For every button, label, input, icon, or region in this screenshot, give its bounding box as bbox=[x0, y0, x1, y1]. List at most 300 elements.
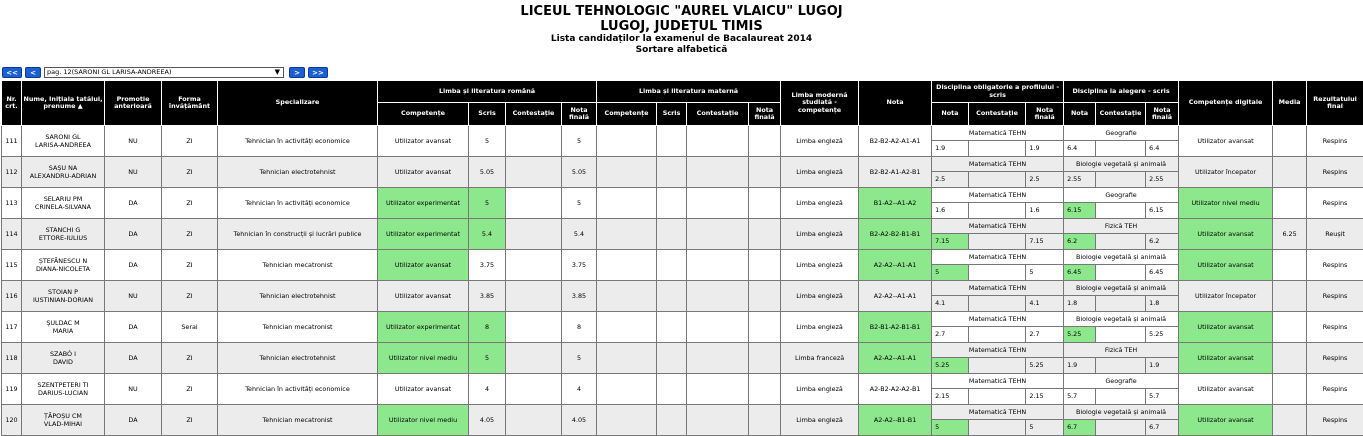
mat-competente-value bbox=[597, 126, 657, 157]
ob-subject: Matematică TEHN bbox=[932, 281, 1063, 296]
ro-competente-value: Utilizator avansat bbox=[378, 126, 469, 157]
rezultat-value: Respins bbox=[1307, 157, 1363, 188]
promotie-value: NU bbox=[105, 157, 162, 188]
al-subject: Fizică TEH bbox=[1064, 343, 1178, 358]
ro-competente-value: Utilizator avansat bbox=[378, 250, 469, 281]
ob-subject: Matematică TEHN bbox=[932, 312, 1063, 327]
rezultat-value: Respins bbox=[1307, 343, 1363, 374]
candidate-name-line1: STANCHI G bbox=[46, 226, 81, 234]
mat-nota-finala-value bbox=[749, 188, 781, 219]
col-specializare: Specializare bbox=[218, 81, 378, 126]
promotie-value: NU bbox=[105, 374, 162, 405]
col-limba-moderna: Limba modernă studiată - competențe bbox=[781, 81, 859, 126]
mat-competente-value bbox=[597, 312, 657, 343]
promotie-value: DA bbox=[105, 250, 162, 281]
ob-subject: Matematică TEHN bbox=[932, 219, 1063, 234]
row-nr: 118 bbox=[2, 343, 22, 374]
ob-contestatie bbox=[969, 234, 1027, 249]
candidate-name-line1: ȘULDAC M bbox=[46, 319, 79, 327]
ob-nota-finala: 1.9 bbox=[1026, 141, 1063, 156]
ob-contestatie bbox=[969, 141, 1027, 156]
candidate-name-line2: ALEXANDRU-ADRIAN bbox=[30, 172, 96, 180]
mat-competente-value bbox=[597, 343, 657, 374]
mat-contestatie-value bbox=[687, 374, 749, 405]
row-nr: 113 bbox=[2, 188, 22, 219]
col-ob-contestatie: Contestație bbox=[969, 103, 1027, 125]
media-value bbox=[1273, 250, 1307, 281]
ro-nota-finala-value: 5.4 bbox=[562, 219, 597, 250]
candidate-name-line2: LARISA-ANDREEA bbox=[35, 141, 91, 149]
limba-moderna-value: Limba engleză bbox=[781, 188, 859, 219]
ro-scris-value: 4 bbox=[469, 374, 506, 405]
al-nota: 1.8 bbox=[1064, 296, 1096, 311]
ro-scris-value: 5 bbox=[469, 126, 506, 157]
al-cell bbox=[1064, 126, 1179, 157]
rezultat-value: Respins bbox=[1307, 374, 1363, 405]
ro-nota-finala-value: 5 bbox=[562, 188, 597, 219]
mat-contestatie-value bbox=[687, 312, 749, 343]
al-contestatie bbox=[1096, 389, 1146, 404]
ob-cell bbox=[932, 157, 1064, 188]
col-group-alegere: Disciplina la alegere - scris bbox=[1064, 81, 1179, 103]
mat-nota-finala-value bbox=[749, 126, 781, 157]
mat-contestatie-value bbox=[687, 157, 749, 188]
media-value bbox=[1273, 312, 1307, 343]
ro-contestatie-value bbox=[506, 157, 562, 188]
forma-value: ZI bbox=[162, 157, 218, 188]
media-value bbox=[1273, 374, 1307, 405]
al-cell bbox=[1064, 374, 1179, 405]
candidate-name-line2: DIANA-NICOLETA bbox=[36, 265, 90, 273]
ro-competente-value: Utilizator experimentat bbox=[378, 219, 469, 250]
ob-subject: Matematică TEHN bbox=[932, 405, 1063, 420]
candidate-name bbox=[22, 188, 105, 219]
candidate-name bbox=[22, 405, 105, 436]
ob-subject: Matematică TEHN bbox=[932, 250, 1063, 265]
media-value bbox=[1273, 343, 1307, 374]
col-al-contestatie: Contestație bbox=[1096, 103, 1146, 125]
ro-contestatie-value bbox=[506, 250, 562, 281]
forma-value: ZI bbox=[162, 405, 218, 436]
al-nota: 6.45 bbox=[1064, 265, 1096, 280]
ob-nota-finala: 2.7 bbox=[1026, 327, 1063, 342]
table-row bbox=[2, 405, 1363, 436]
mat-competente-value bbox=[597, 281, 657, 312]
al-nota: 6.2 bbox=[1064, 234, 1096, 249]
col-ro-competente: Competențe bbox=[378, 103, 469, 126]
nota-value: A2-A2--A1-A1 bbox=[859, 281, 932, 312]
digitale-value: Utilizator avansat bbox=[1179, 374, 1273, 405]
limba-moderna-value: Limba engleză bbox=[781, 126, 859, 157]
al-nota-finala: 5.25 bbox=[1146, 327, 1178, 342]
candidate-name-line1: SAȘU NA bbox=[49, 164, 77, 172]
table-row bbox=[2, 250, 1363, 281]
mat-nota-finala-value bbox=[749, 250, 781, 281]
mat-scris-value bbox=[657, 374, 687, 405]
rezultat-value: Respins bbox=[1307, 126, 1363, 157]
candidate-name-line2: CRINELA-SILVANA bbox=[35, 203, 91, 211]
ob-nota-finala: 7.15 bbox=[1026, 234, 1063, 249]
ob-cell bbox=[932, 343, 1064, 374]
specializare-value: Tehnician în activități economice bbox=[218, 188, 378, 219]
specializare-value: Tehnician în construcții și lucrări publice bbox=[218, 219, 378, 250]
promotie-value: DA bbox=[105, 219, 162, 250]
mat-scris-value bbox=[657, 250, 687, 281]
first-page-button[interactable]: << bbox=[2, 67, 22, 78]
al-subject: Biologie vegetală și animală bbox=[1064, 250, 1178, 265]
nota-value: B2-B2-A1-A2-B1 bbox=[859, 157, 932, 188]
al-nota-finala: 6.7 bbox=[1146, 420, 1178, 435]
promotie-value: DA bbox=[105, 343, 162, 374]
ro-competente-value: Utilizator nivel mediu bbox=[378, 343, 469, 374]
al-cell bbox=[1064, 188, 1179, 219]
al-nota-finala: 2.55 bbox=[1146, 172, 1178, 187]
row-nr: 112 bbox=[2, 157, 22, 188]
col-ro-scris: Scris bbox=[469, 103, 506, 126]
specializare-value: Tehnician electrotehnist bbox=[218, 281, 378, 312]
promotie-value: DA bbox=[105, 188, 162, 219]
col-group-romana: Limba și literatura română bbox=[378, 81, 597, 103]
al-contestatie bbox=[1096, 141, 1146, 156]
promotie-value: NU bbox=[105, 281, 162, 312]
promotie-value: NU bbox=[105, 126, 162, 157]
forma-value: ZI bbox=[162, 188, 218, 219]
ro-contestatie-value bbox=[506, 312, 562, 343]
mat-contestatie-value bbox=[687, 281, 749, 312]
mat-competente-value bbox=[597, 405, 657, 436]
mat-nota-finala-value bbox=[749, 312, 781, 343]
mat-scris-value bbox=[657, 343, 687, 374]
digitale-value: Utilizator avansat bbox=[1179, 250, 1273, 281]
list-subtitle: Lista candidaților la examenul de Bacalaureat 2014 bbox=[0, 34, 1363, 45]
row-nr: 115 bbox=[2, 250, 22, 281]
mat-competente-value bbox=[597, 374, 657, 405]
ro-competente-value: Utilizator experimentat bbox=[378, 188, 469, 219]
al-nota: 6.4 bbox=[1064, 141, 1096, 156]
limba-moderna-value: Limba engleză bbox=[781, 250, 859, 281]
promotie-value: DA bbox=[105, 405, 162, 436]
row-nr: 114 bbox=[2, 219, 22, 250]
ob-nota: 7.15 bbox=[932, 234, 969, 249]
media-value bbox=[1273, 157, 1307, 188]
col-name[interactable]: Nume, Inițiala tatălui, prenume ▲ bbox=[22, 81, 105, 126]
ro-scris-value: 3.75 bbox=[469, 250, 506, 281]
mat-scris-value bbox=[657, 312, 687, 343]
ob-nota: 4.1 bbox=[932, 296, 969, 311]
ro-scris-value: 4.05 bbox=[469, 405, 506, 436]
col-ro-nota-finala: Nota finală bbox=[562, 103, 597, 126]
forma-value: Serai bbox=[162, 312, 218, 343]
digitale-value: Utilizator nivel mediu bbox=[1179, 188, 1273, 219]
mat-competente-value bbox=[597, 219, 657, 250]
rezultat-value: Respins bbox=[1307, 281, 1363, 312]
page-select[interactable] bbox=[44, 67, 284, 78]
ob-subject: Matematică TEHN bbox=[932, 126, 1063, 141]
limba-moderna-value: Limba franceză bbox=[781, 343, 859, 374]
ob-nota: 2.7 bbox=[932, 327, 969, 342]
digitale-value: Utilizator avansat bbox=[1179, 405, 1273, 436]
al-nota: 5.25 bbox=[1064, 327, 1096, 342]
table-row bbox=[2, 281, 1363, 312]
chevron-down-icon: ▼ bbox=[275, 68, 280, 77]
digitale-value: Utilizator începator bbox=[1179, 281, 1273, 312]
col-al-nota-finala: Nota finală bbox=[1146, 103, 1178, 125]
col-al-subheaders bbox=[1064, 103, 1179, 126]
ob-contestatie bbox=[969, 203, 1027, 218]
mat-scris-value bbox=[657, 405, 687, 436]
ob-contestatie bbox=[969, 172, 1027, 187]
al-nota-finala: 6.45 bbox=[1146, 265, 1178, 280]
nota-value: A2-A2--A1-A1 bbox=[859, 250, 932, 281]
col-mat-contestatie: Contestație bbox=[687, 103, 749, 126]
ro-scris-value: 5 bbox=[469, 188, 506, 219]
ro-nota-finala-value: 5 bbox=[562, 126, 597, 157]
table-body bbox=[2, 126, 1363, 436]
col-mat-scris: Scris bbox=[657, 103, 687, 126]
candidate-name-line2: IUSTINIAN-DORIAN bbox=[33, 296, 93, 304]
table-row bbox=[2, 374, 1363, 405]
mat-contestatie-value bbox=[687, 405, 749, 436]
al-contestatie bbox=[1096, 420, 1146, 435]
ob-nota: 5 bbox=[932, 265, 969, 280]
digitale-value: Utilizator avansat bbox=[1179, 343, 1273, 374]
ob-nota: 2.5 bbox=[932, 172, 969, 187]
al-cell bbox=[1064, 281, 1179, 312]
col-forma: Forma învățământ bbox=[162, 81, 218, 126]
candidate-name-line1: SELARIU PM bbox=[44, 195, 83, 203]
al-cell bbox=[1064, 343, 1179, 374]
rezultat-value: Reușit bbox=[1307, 219, 1363, 250]
forma-value: ZI bbox=[162, 343, 218, 374]
al-nota-finala: 1.9 bbox=[1146, 358, 1178, 373]
ro-scris-value: 8 bbox=[469, 312, 506, 343]
limba-moderna-value: Limba engleză bbox=[781, 374, 859, 405]
col-mat-nota-finala: Nota finală bbox=[749, 103, 781, 126]
table-row bbox=[2, 312, 1363, 343]
al-nota: 6.7 bbox=[1064, 420, 1096, 435]
al-subject: Biologie vegetală și animală bbox=[1064, 312, 1178, 327]
specializare-value: Tehnician electrotehnist bbox=[218, 157, 378, 188]
mat-nota-finala-value bbox=[749, 405, 781, 436]
ro-nota-finala-value: 8 bbox=[562, 312, 597, 343]
mat-contestatie-value bbox=[687, 250, 749, 281]
ro-scris-value: 3.85 bbox=[469, 281, 506, 312]
nota-value: B2-B2-A2-A1-A1 bbox=[859, 126, 932, 157]
ob-subject: Matematică TEHN bbox=[932, 188, 1063, 203]
al-subject: Biologie vegetală și animală bbox=[1064, 157, 1178, 172]
mat-contestatie-value bbox=[687, 126, 749, 157]
ro-contestatie-value bbox=[506, 374, 562, 405]
specializare-value: Tehnician în activități economice bbox=[218, 126, 378, 157]
candidate-name-line1: STOIAN P bbox=[48, 288, 78, 296]
col-nr: Nr. crt. bbox=[2, 81, 22, 126]
ro-nota-finala-value: 5.05 bbox=[562, 157, 597, 188]
ro-scris-value: 5.4 bbox=[469, 219, 506, 250]
media-value bbox=[1273, 405, 1307, 436]
promotie-value: DA bbox=[105, 312, 162, 343]
col-group-obligatorie: Disciplina obligatorie a profilului - scris bbox=[932, 81, 1064, 103]
ob-subject: Matematică TEHN bbox=[932, 157, 1063, 172]
mat-contestatie-value bbox=[687, 343, 749, 374]
mat-nota-finala-value bbox=[749, 219, 781, 250]
school-location: LUGOJ, JUDEȚUL TIMIS bbox=[0, 19, 1363, 34]
digitale-value: Utilizator începator bbox=[1179, 157, 1273, 188]
ob-contestatie bbox=[969, 358, 1027, 373]
mat-contestatie-value bbox=[687, 188, 749, 219]
ob-cell bbox=[932, 188, 1064, 219]
ob-cell bbox=[932, 250, 1064, 281]
nota-value: B2-A2-B2-B1-B1 bbox=[859, 219, 932, 250]
specializare-value: Tehnician în activități economice bbox=[218, 374, 378, 405]
mat-competente-value bbox=[597, 157, 657, 188]
row-nr: 111 bbox=[2, 126, 22, 157]
rezultat-value: Respins bbox=[1307, 405, 1363, 436]
al-contestatie bbox=[1096, 203, 1146, 218]
ob-nota: 1.9 bbox=[932, 141, 969, 156]
table-row bbox=[2, 157, 1363, 188]
ob-nota-finala: 2.15 bbox=[1026, 389, 1063, 404]
al-subject: Geografie bbox=[1064, 126, 1178, 141]
ro-nota-finala-value: 3.85 bbox=[562, 281, 597, 312]
ob-subject: Matematică TEHN bbox=[932, 374, 1063, 389]
ob-contestatie bbox=[969, 296, 1027, 311]
rezultat-value: Respins bbox=[1307, 312, 1363, 343]
al-cell bbox=[1064, 312, 1179, 343]
forma-value: ZI bbox=[162, 219, 218, 250]
al-contestatie bbox=[1096, 172, 1146, 187]
table-row bbox=[2, 126, 1363, 157]
col-rezultat: Rezultatului final bbox=[1307, 81, 1363, 126]
specializare-value: Tehnician mecatronist bbox=[218, 250, 378, 281]
limba-moderna-value: Limba engleză bbox=[781, 312, 859, 343]
ob-cell bbox=[932, 405, 1064, 436]
ro-competente-value: Utilizator avansat bbox=[378, 374, 469, 405]
al-cell bbox=[1064, 405, 1179, 436]
ob-nota-finala: 1.6 bbox=[1026, 203, 1063, 218]
candidate-name-line2: MARIA bbox=[53, 327, 74, 335]
al-cell bbox=[1064, 250, 1179, 281]
al-subject: Biologie vegetală și animală bbox=[1064, 281, 1178, 296]
ro-contestatie-value bbox=[506, 219, 562, 250]
ob-nota: 2.15 bbox=[932, 389, 969, 404]
al-nota: 6.15 bbox=[1064, 203, 1096, 218]
nota-value: B2-B1-A2-B1-B1 bbox=[859, 312, 932, 343]
specializare-value: Tehnician mecatronist bbox=[218, 312, 378, 343]
last-page-button[interactable]: >> bbox=[308, 67, 328, 78]
candidate-name-line1: ȘTEFĂNESCU N bbox=[39, 257, 87, 265]
ob-cell bbox=[932, 281, 1064, 312]
mat-scris-value bbox=[657, 281, 687, 312]
al-cell bbox=[1064, 219, 1179, 250]
nota-value: A2-A2--B1-B1 bbox=[859, 405, 932, 436]
candidate-name bbox=[22, 126, 105, 157]
al-nota: 2.55 bbox=[1064, 172, 1096, 187]
col-ro-contestatie: Contestație bbox=[506, 103, 562, 126]
al-nota: 5.7 bbox=[1064, 389, 1096, 404]
candidate-name bbox=[22, 281, 105, 312]
digitale-value: Utilizator avansat bbox=[1179, 312, 1273, 343]
ob-nota: 1.6 bbox=[932, 203, 969, 218]
mat-scris-value bbox=[657, 188, 687, 219]
al-contestatie bbox=[1096, 265, 1146, 280]
al-nota-finala: 6.2 bbox=[1146, 234, 1178, 249]
pagination-bar bbox=[2, 66, 331, 78]
ob-contestatie bbox=[969, 327, 1027, 342]
al-subject: Geografie bbox=[1064, 188, 1178, 203]
col-promotie: Promotie anterioară bbox=[105, 81, 162, 126]
ro-nota-finala-value: 3.75 bbox=[562, 250, 597, 281]
al-subject: Fizică TEH bbox=[1064, 219, 1178, 234]
row-nr: 117 bbox=[2, 312, 22, 343]
nota-value: A2-B2-A2-A2-B1 bbox=[859, 374, 932, 405]
ob-contestatie bbox=[969, 265, 1027, 280]
row-nr: 120 bbox=[2, 405, 22, 436]
media-value bbox=[1273, 188, 1307, 219]
candidate-name bbox=[22, 219, 105, 250]
page-header bbox=[0, 4, 1363, 56]
ob-contestatie bbox=[969, 420, 1027, 435]
next-page-button[interactable]: > bbox=[289, 67, 305, 78]
forma-value: ZI bbox=[162, 126, 218, 157]
ro-nota-finala-value: 4.05 bbox=[562, 405, 597, 436]
ro-competente-value: Utilizator experimentat bbox=[378, 312, 469, 343]
row-nr: 116 bbox=[2, 281, 22, 312]
ob-nota-finala: 5 bbox=[1026, 265, 1063, 280]
al-contestatie bbox=[1096, 296, 1146, 311]
mat-nota-finala-value bbox=[749, 374, 781, 405]
candidate-name-line1: ȚĂPOȘU CM bbox=[44, 412, 82, 420]
al-nota: 1.9 bbox=[1064, 358, 1096, 373]
col-nota: Nota bbox=[859, 81, 932, 126]
candidate-name-line1: SZABÓ I bbox=[50, 350, 76, 358]
prev-page-button[interactable]: < bbox=[25, 67, 41, 78]
candidate-name bbox=[22, 250, 105, 281]
candidate-name-line2: DAVID bbox=[53, 358, 73, 366]
mat-scris-value bbox=[657, 157, 687, 188]
al-nota-finala: 6.15 bbox=[1146, 203, 1178, 218]
candidate-name-line2: ETTORE-IULIUS bbox=[39, 234, 87, 242]
ob-contestatie bbox=[969, 389, 1027, 404]
ob-nota: 5.25 bbox=[932, 358, 969, 373]
school-title: LICEUL TEHNOLOGIC "AUREL VLAICU" LUGOJ bbox=[0, 4, 1363, 19]
ro-scris-value: 5 bbox=[469, 343, 506, 374]
table-row bbox=[2, 219, 1363, 250]
mat-competente-value bbox=[597, 188, 657, 219]
al-cell bbox=[1064, 157, 1179, 188]
mat-nota-finala-value bbox=[749, 281, 781, 312]
candidates-table bbox=[1, 80, 1363, 436]
ro-contestatie-value bbox=[506, 405, 562, 436]
candidate-name-line2: VLAD-MIHAI bbox=[44, 420, 82, 428]
ro-nota-finala-value: 4 bbox=[562, 374, 597, 405]
col-ob-nota-finala: Nota finală bbox=[1026, 103, 1063, 125]
ob-nota-finala: 5.25 bbox=[1026, 358, 1063, 373]
ob-nota-finala: 2.5 bbox=[1026, 172, 1063, 187]
media-value bbox=[1273, 281, 1307, 312]
media-value: 6.25 bbox=[1273, 219, 1307, 250]
col-ob-subheaders bbox=[932, 103, 1064, 126]
limba-moderna-value: Limba engleză bbox=[781, 219, 859, 250]
ob-subject: Matematică TEHN bbox=[932, 343, 1063, 358]
nota-value: A2-A2--A1-A1 bbox=[859, 343, 932, 374]
al-contestatie bbox=[1096, 327, 1146, 342]
ob-nota-finala: 5 bbox=[1026, 420, 1063, 435]
mat-nota-finala-value bbox=[749, 343, 781, 374]
ro-competente-value: Utilizator avansat bbox=[378, 157, 469, 188]
col-digitale: Competențe digitale bbox=[1179, 81, 1273, 126]
forma-value: ZI bbox=[162, 281, 218, 312]
mat-scris-value bbox=[657, 219, 687, 250]
